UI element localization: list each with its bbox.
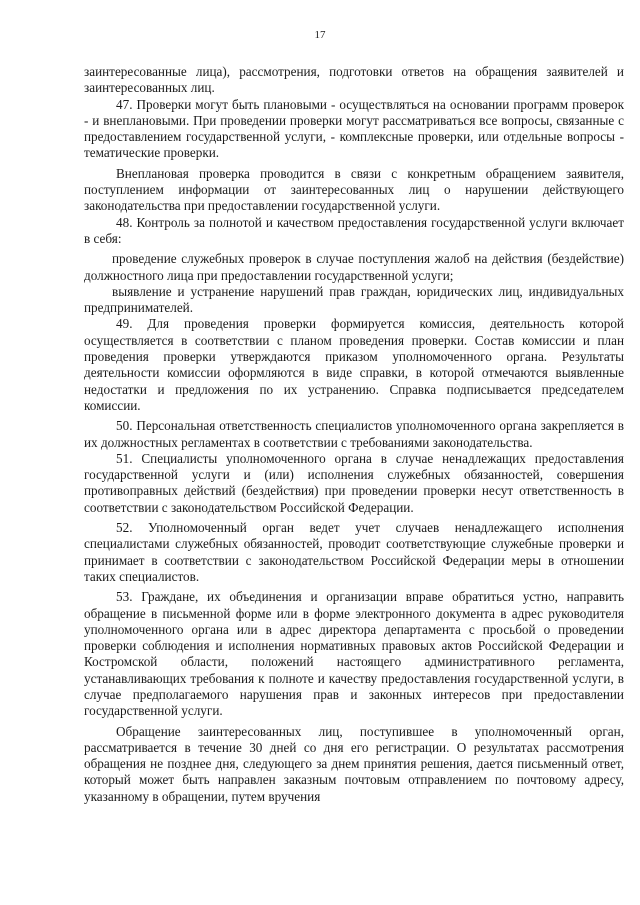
paragraph-unscheduled-check: Внеплановая проверка проводится в связи с конкретным обращением заявителя, поступлением информации от заинтересованных лиц о нарушении действующего законодательства при предоставлении государственной услуги. — [84, 165, 624, 214]
paragraph-52: 52. Уполномоченный орган ведет учет случаев ненадлежащего исполнения специалистами служебных обязанностей, проводит соответствующие служебные проверки и принимает в соответствии с законодательством Российской Федерации меры в отношении таких специалистов. — [84, 520, 624, 584]
paragraph-50: 50. Персональная ответственность специалистов уполномоченного органа закрепляется в их должностных регламентах в соответствии с требованиями законодательства. — [84, 418, 624, 450]
paragraph-appeal-review: Обращение заинтересованных лиц, поступившее в уполномоченный орган, рассматривается в течение 30 дней со дня его регистрации. О результатах рассмотрения обращения не позднее дня, следующего за днем принятия решения, дается письменный ответ, который может быть направлен заказным почтовым отправлением по почтовому адресу, указанному в обращении, путем вручения — [84, 723, 624, 804]
page-number: 17 — [314, 29, 326, 41]
paragraph-48-item-1: проведение служебных проверок в случае поступления жалоб на действия (бездействие) должностного лица при предоставлении государственной услуги; — [84, 251, 624, 283]
paragraph-48-item-2: выявление и устранение нарушений прав граждан, юридических лиц, индивидуальных предпринимателей. — [84, 283, 624, 316]
paragraph-48: 48. Контроль за полнотой и качеством предоставления государственной услуги включает в себя: — [84, 214, 624, 246]
paragraph-continuation: заинтересованные лица), рассмотрения, подготовки ответов на обращения заявителей и заинтересованных лиц. — [84, 64, 624, 96]
paragraph-51: 51. Специалисты уполномоченного органа в случае ненадлежащих предоставления государственной услуги и (или) исполнения служебных обязанностей, совершения противоправных действий (бездействия) при проведении проверки несут ответственность в соответствии с законодательством Российской Федерации. — [84, 450, 624, 515]
paragraph-49: 49. Для проведения проверки формируется комиссия, деятельность которой осуществляется в соответствии с планом проведения проверки. Состав комиссии и план проведения проверки утверждаются приказом уполномоченного органа. Результаты деятельности комиссии оформляются в виде справки, в которой отмечаются выявленные недостатки и предложения по их устранению. Справка подписывается председателем комиссии. — [84, 316, 624, 413]
paragraph-53: 53. Граждане, их объединения и организации вправе обратиться устно, направить обращение в письменной форме или в форме электронного документа в адрес руководителя уполномоченного органа или в адрес директора департамента с просьбой о проведении проверки соблюдения и исполнения нормативных правовых актов Российской Федерации и Костромской области, положений настоящего административного регламента, устанавливающих требования к полноте и качеству предоставления государственной услуги, в случае предполагаемого нарушения прав и законных интересов при предоставлении государственной услуги. — [84, 589, 624, 719]
document-body — [84, 64, 624, 805]
paragraph-47: 47. Проверки могут быть плановыми - осуществляться на основании программ проверок - и внеплановыми. При проведении проверки могут рассматриваться все вопросы, связанные с предоставлением государственной услуги, - комплексные проверки, или отдельные вопросы - тематические проверки. — [84, 96, 624, 161]
